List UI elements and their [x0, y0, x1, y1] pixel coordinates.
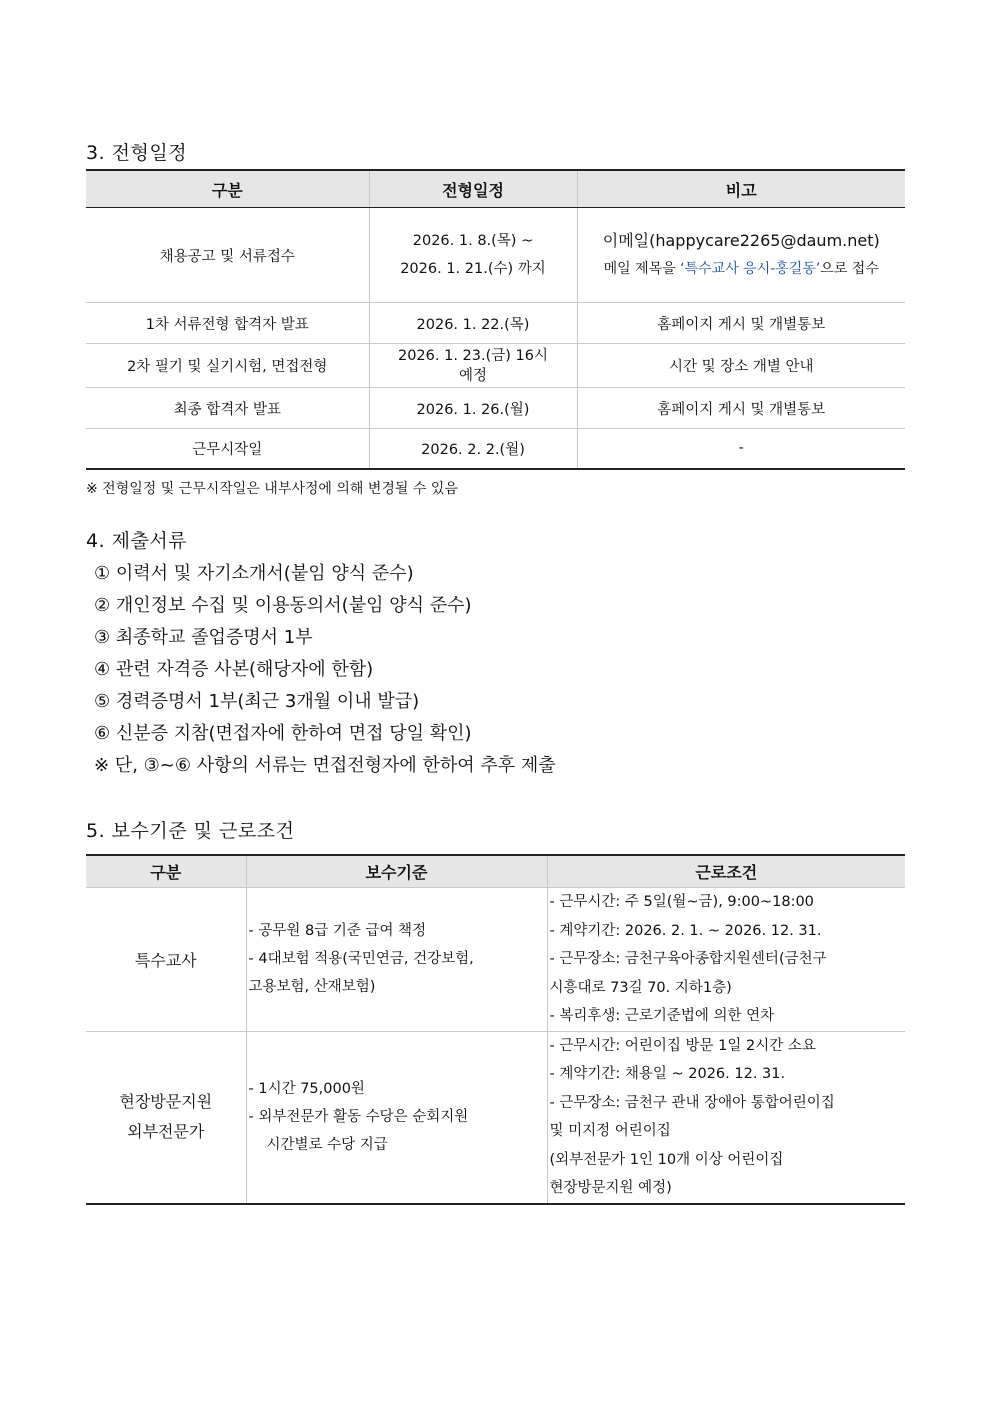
- header-category: 구분: [86, 855, 246, 888]
- schedule-table-header: [86, 170, 905, 208]
- row-category: 근무시작일: [86, 429, 369, 469]
- pay-table-header: [86, 855, 905, 888]
- row-remark: -: [577, 429, 905, 469]
- table-row: [86, 344, 905, 388]
- header-pay: 보수기준: [246, 855, 547, 888]
- row-conditions: - 근무시간: 주 5일(월~금), 9:00~18:00 - 계약기간: 2026. 2. 1. ~ 2026. 12. 31. - 근무장소: 금천구육아종합지원센터(금천구 시흥대로 73길 70. 지하1층) - 복리후생: 근로기준법에 의한 연차: [547, 888, 905, 1032]
- list-item: ⑥ 신분증 지참(면접자에 한하여 면접 당일 확인): [94, 723, 472, 744]
- table-row: [86, 208, 905, 303]
- row-category: 채용공고 및 서류접수: [86, 208, 369, 303]
- schedule-note: ※ 전형일정 및 근무시작일은 내부사정에 의해 변경될 수 있음: [86, 481, 458, 497]
- table-row: [86, 888, 905, 1032]
- row-schedule: 2026. 1. 23.(금) 16시 예정: [369, 344, 577, 388]
- header-conditions: 근로조건: [547, 855, 905, 888]
- section5-title: 5. 보수기준 및 근로조건: [86, 820, 295, 842]
- list-item: ③ 최종학교 졸업증명서 1부: [94, 627, 313, 648]
- row-category: 특수교사: [86, 888, 246, 1032]
- row-remark: 시간 및 장소 개별 안내: [577, 344, 905, 388]
- table-row: [86, 1031, 905, 1204]
- header-remark: 비고: [577, 170, 905, 208]
- header-schedule: 전형일정: [369, 170, 577, 208]
- row-conditions: - 근무시간: 어린이집 방문 1일 2시간 소요 - 계약기간: 채용일 ~ 2026. 12. 31. - 근무장소: 금천구 관내 장애아 통합어린이집 및 미지정 어린이집 (외부전문가 1인 10개 이상 어린이집 현장방문지원 예정): [547, 1031, 905, 1204]
- header-category: 구분: [86, 170, 369, 208]
- row-remark: [577, 208, 905, 303]
- section4-title: 4. 제출서류: [86, 530, 188, 552]
- row-schedule: 2026. 1. 22.(목): [369, 303, 577, 344]
- row-category: 2차 필기 및 실기시험, 면접전형: [86, 344, 369, 388]
- row-schedule: 2026. 2. 2.(월): [369, 429, 577, 469]
- row-pay: - 공무원 8급 기준 급여 책정 - 4대보험 적용(국민연금, 건강보험, 고용보험, 산재보험): [246, 888, 547, 1032]
- row-schedule: 2026. 1. 26.(월): [369, 388, 577, 429]
- list-item: ⑤ 경력증명서 1부(최근 3개월 이내 발급): [94, 691, 420, 712]
- list-item-note: ※ 단, ③~⑥ 사항의 서류는 면접전형자에 한하여 추후 제출: [94, 755, 556, 776]
- table-row: [86, 303, 905, 344]
- table-row: [86, 429, 905, 469]
- section3-title: 3. 전형일정: [86, 142, 188, 164]
- list-item: ② 개인정보 수집 및 이용동의서(붙임 양식 준수): [94, 595, 472, 616]
- list-item: ④ 관련 자격증 사본(해당자에 한함): [94, 659, 374, 680]
- row-remark: 홈페이지 게시 및 개별통보: [577, 303, 905, 344]
- row-category: 현장방문지원 외부전문가: [86, 1031, 246, 1204]
- schedule-table: [86, 169, 905, 470]
- pay-conditions-table: [86, 854, 905, 1205]
- table-row: [86, 388, 905, 429]
- row-pay: - 1시간 75,000원 - 외부전문가 활동 수당은 순회지원 시간별로 수당 지급: [246, 1031, 547, 1204]
- email-text: 이메일(happycare2265@daum.net): [602, 231, 880, 250]
- email-subject-note: 메일 제목을 ‘특수교사 응시-홍길동’으로 접수: [603, 261, 879, 277]
- row-remark: 홈페이지 게시 및 개별통보: [577, 388, 905, 429]
- row-schedule: 2026. 1. 8.(목) ~ 2026. 1. 21.(수) 까지: [369, 208, 577, 303]
- row-category: 최종 합격자 발표: [86, 388, 369, 429]
- list-item: ① 이력서 및 자기소개서(붙임 양식 준수): [94, 563, 414, 584]
- documents-list: [94, 558, 556, 782]
- row-category: 1차 서류전형 합격자 발표: [86, 303, 369, 344]
